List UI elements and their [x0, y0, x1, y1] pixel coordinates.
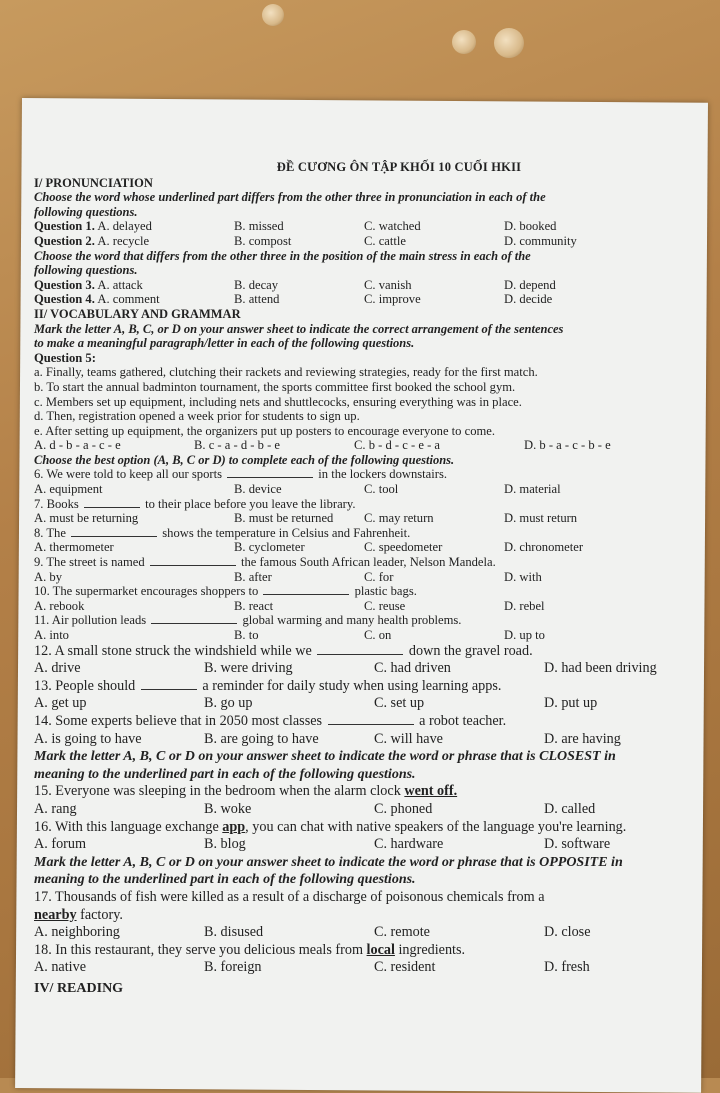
section-heading: IV/ READING [34, 980, 124, 996]
option: C. hardware [374, 836, 444, 853]
option: D. community [504, 233, 577, 248]
question-stem: 14. Some experts believe that in 2050 most classes [34, 712, 323, 729]
question-stem: 12. A small stone struck the windshield while we [34, 642, 312, 659]
option: A. comment [97, 292, 160, 307]
option: C. cattle [364, 233, 406, 248]
underlined-word: went off. [404, 783, 458, 800]
option: B. blog [204, 836, 246, 853]
document-content [34, 160, 704, 997]
question-stem: 18. In this restaurant, they serve you delicious meals from [34, 941, 363, 958]
option: A. is going to have [34, 730, 142, 747]
question-stem: in the lockers downstairs. [318, 467, 447, 482]
section-heading: I/ PRONUNCIATION [34, 175, 153, 190]
instruction: Choose the best option (A, B, C or D) to complete each of the following questions. [34, 452, 455, 467]
instruction: Choose the word that differs from the other three in the position of the main stress in each of the [34, 248, 531, 263]
underlined-word: local [366, 941, 395, 958]
question-stem: 13. People should [34, 677, 136, 694]
answer-blank [263, 584, 349, 595]
option: A. neighboring [34, 924, 120, 941]
question-stem: 17. Thousands of fish were killed as a result of a discharge of poisonous chemicals from a [34, 888, 545, 905]
instruction: Choose the word whose underlined part differs from the other three in pronunciation in each of the [34, 190, 546, 205]
sentence: c. Members set up equipment, including nets and shuttlecocks, ensuring everything was in place. [34, 394, 522, 409]
option: A. equipment [34, 482, 103, 497]
option: C. reuse [364, 598, 406, 613]
option: C. remote [374, 924, 430, 941]
question-stem: 10. The supermarket encourages shoppers to [34, 584, 259, 599]
option: A. recycle [97, 233, 150, 248]
option: D. booked [504, 219, 557, 234]
option: D. chronometer [504, 540, 584, 555]
question-stem: 7. Books [34, 496, 79, 511]
option: A. delayed [97, 219, 152, 234]
option: B. device [234, 482, 282, 497]
question-label: Question 2. [34, 233, 95, 248]
sticker-decoration [494, 28, 524, 58]
instruction: Mark the letter A, B, C or D on your answer sheet to indicate the word or phrase that is CLOSEST in [34, 749, 616, 765]
answer-blank [151, 613, 237, 624]
question-row [34, 628, 704, 643]
sticker-decoration [262, 4, 284, 26]
question-row [34, 540, 704, 555]
question-stem: 9. The street is named [34, 555, 145, 570]
question-stem: down the gravel road. [408, 642, 533, 659]
question-stem: ingredients. [398, 941, 466, 958]
question-stem: shows the temperature in Celsius and Fahrenheit. [162, 525, 411, 540]
option: C. may return [364, 511, 434, 526]
option: D. had been driving [544, 660, 657, 677]
answer-blank [328, 714, 414, 725]
option: C. for [364, 569, 394, 584]
answer-blank [84, 497, 140, 508]
option: D. depend [504, 277, 556, 292]
question-row [34, 731, 704, 749]
option: D. b - a - c - b - e [524, 438, 611, 453]
underlined-word: app [222, 818, 246, 835]
question-stem: a reminder for daily study when using learning apps. [202, 677, 502, 694]
option: B. compost [234, 233, 292, 248]
question-row [34, 801, 704, 819]
question-row [34, 292, 704, 307]
option: A. get up [34, 695, 87, 712]
question-row [34, 695, 704, 713]
option: A. thermometer [34, 540, 114, 555]
question-stem: 11. Air pollution leads [34, 613, 147, 628]
question-stem: a robot teacher. [419, 712, 507, 729]
question-stem: 15. Everyone was sleeping in the bedroom when the alarm clock [34, 783, 401, 800]
question-row [34, 959, 704, 977]
instruction: Mark the letter A, B, C or D on your answer sheet to indicate the word or phrase that is OPPOSITE in [34, 854, 623, 870]
sentence: e. After setting up equipment, the organizers put up posters to encourage everyone to come. [34, 423, 496, 438]
instruction: following questions. [34, 204, 138, 219]
question-stem: 6. We were told to keep all our sports [34, 467, 222, 482]
option: B. to [234, 628, 259, 642]
option: B. c - a - d - b - e [194, 438, 281, 453]
sentence: d. Then, registration opened a week prior for students to sign up. [34, 409, 360, 424]
answer-blank [317, 644, 403, 655]
option: C. on [364, 628, 392, 642]
question-row [34, 599, 704, 614]
option: D. close [544, 924, 591, 941]
question-label: Question 4. [34, 292, 95, 307]
instruction: following questions. [34, 263, 138, 278]
instruction: meaning to the underlined part in each of the following questions. [34, 766, 416, 782]
question-stem: plastic bags. [354, 584, 417, 599]
option: B. disused [204, 924, 264, 941]
sticker-decoration [452, 30, 476, 54]
option: D. must return [504, 511, 578, 526]
option: B. are going to have [204, 730, 319, 747]
question-row [34, 438, 704, 453]
option: D. decide [504, 292, 553, 307]
option: B. woke [204, 800, 252, 817]
answer-blank [150, 555, 236, 566]
option: D. up to [504, 628, 545, 642]
option: D. are having [544, 730, 621, 747]
question-stem: to their place before you leave the library. [145, 496, 356, 511]
sentence: a. Finally, teams gathered, clutching their rackets and reviewing strategies, ready for the first match. [34, 365, 538, 380]
question-stem: global warming and many health problems. [242, 613, 462, 628]
option: A. rebook [34, 598, 85, 613]
option: D. rebel [504, 598, 545, 613]
option: C. phoned [374, 800, 433, 817]
option: C. vanish [364, 277, 412, 292]
option: A. attack [97, 277, 143, 292]
option: D. material [504, 482, 561, 497]
option: B. attend [234, 292, 280, 307]
option: A. forum [34, 836, 87, 853]
question-row [34, 924, 704, 942]
question-label: Question 3. [34, 277, 95, 292]
question-stem: 8. The [34, 525, 66, 540]
question-row [34, 234, 704, 249]
option: A. rang [34, 800, 77, 817]
question-label: Question 5: [34, 350, 96, 365]
question-row [34, 660, 704, 678]
section-heading: II/ VOCABULARY AND GRAMMAR [34, 306, 241, 321]
question-label: Question 1. [34, 219, 95, 234]
option: B. go up [204, 695, 253, 712]
question-stem: 16. With this language exchange [34, 818, 219, 835]
question-row [34, 278, 704, 293]
answer-blank [141, 679, 197, 690]
option: C. tool [364, 482, 399, 497]
instruction: Mark the letter A, B, C, or D on your answer sheet to indicate the correct arrangement of the sentences [34, 321, 564, 336]
option: C. will have [374, 730, 443, 747]
option: C. had driven [374, 660, 451, 677]
instruction: meaning to the underlined part in each of the following questions. [34, 872, 416, 888]
question-stem: factory. [80, 906, 123, 923]
sentence: b. To start the annual badminton tournament, the sports committee first booked the school gym. [34, 379, 516, 394]
instruction: to make a meaningful paragraph/letter in each of the following questions. [34, 336, 415, 351]
option: C. improve [364, 292, 421, 307]
option: C. speedometer [364, 540, 443, 555]
option: B. missed [234, 219, 284, 234]
question-row [34, 482, 704, 497]
option: C. set up [374, 695, 425, 712]
option: A. d - b - a - c - e [34, 438, 121, 453]
answer-blank [71, 526, 157, 537]
option: A. native [34, 959, 87, 976]
option: A. must be returning [34, 511, 139, 526]
option: A. drive [34, 660, 81, 677]
option: B. must be returned [234, 511, 334, 526]
page-title: ĐỀ CƯƠNG ÔN TẬP KHỐI 10 CUỐI HKII [276, 160, 522, 174]
option: C. b - d - c - e - a [354, 438, 441, 453]
question-row [34, 836, 704, 854]
option: D. software [544, 836, 611, 853]
option: B. cyclometer [234, 540, 305, 555]
option: B. decay [234, 277, 279, 292]
option: D. called [544, 800, 596, 817]
option: D. fresh [544, 959, 590, 976]
answer-blank [227, 467, 313, 478]
question-row [34, 570, 704, 585]
option: A. into [34, 628, 69, 642]
option: B. react [234, 598, 274, 613]
option: D. put up [544, 695, 598, 712]
underlined-word: nearby [34, 906, 77, 923]
option: B. foreign [204, 959, 262, 976]
option: B. after [234, 569, 272, 584]
question-row [34, 511, 704, 526]
option: B. were driving [204, 660, 293, 677]
question-stem: , you can chat with native speakers of the language you're learning. [245, 818, 627, 835]
option: C. resident [374, 959, 436, 976]
option: D. with [504, 569, 542, 584]
question-row [34, 219, 704, 234]
option: C. watched [364, 219, 421, 234]
question-stem: the famous South African leader, Nelson Mandela. [240, 555, 496, 570]
option: A. by [34, 569, 62, 584]
